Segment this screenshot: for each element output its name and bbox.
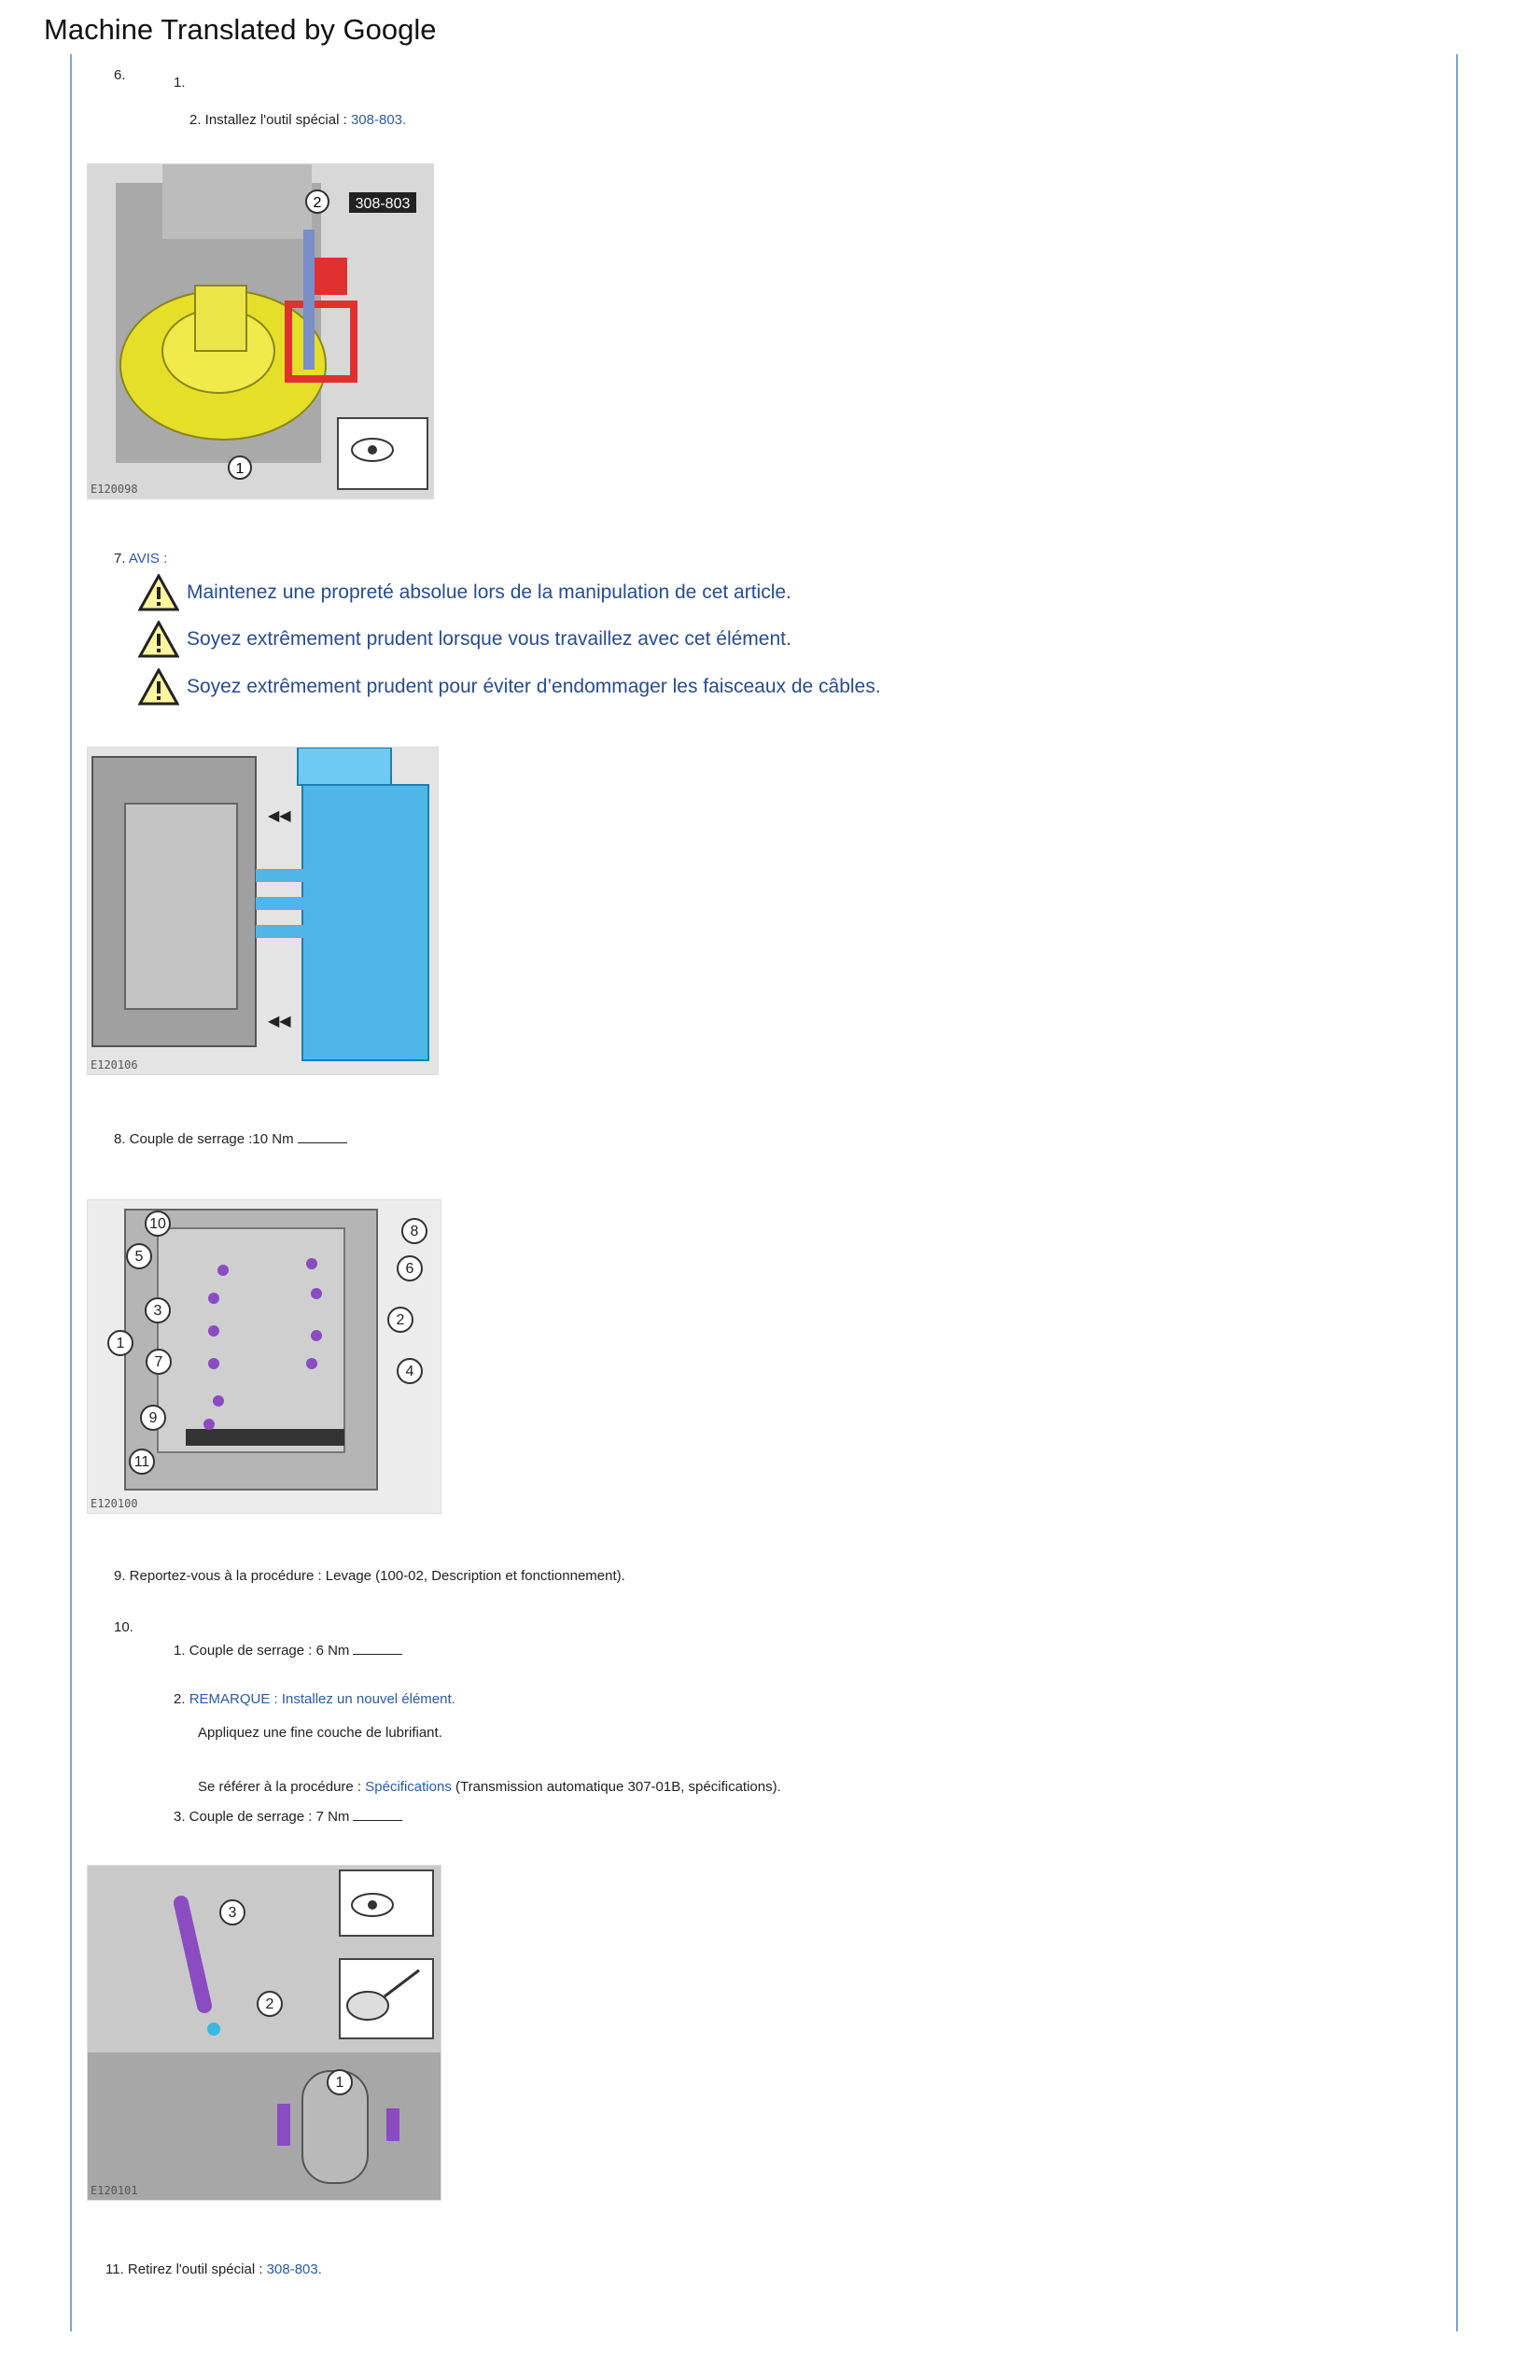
oil-can-icon — [347, 1992, 388, 2020]
callout-2: 2 — [265, 1996, 274, 2012]
step-10-sub-3-text: 3. Couple de serrage : 7 Nm — [174, 1809, 350, 1825]
warning-text-1: Maintenez une propreté absolue lors de la manipulation de cet article. — [187, 581, 791, 603]
callout-1: 1 — [335, 2075, 344, 2091]
step-10-number: 10. — [114, 1619, 133, 1635]
step-6-sub-2 — [189, 112, 406, 128]
figure-tool-label: 308-803 — [355, 196, 411, 212]
step-10-sub-2 — [174, 1691, 455, 1707]
figure-e120101 — [87, 1865, 441, 2201]
warning-row-2 — [138, 621, 791, 658]
callout-6: 6 — [405, 1261, 414, 1277]
callout-5: 5 — [134, 1249, 144, 1265]
lubricant-instruction: Appliquez une fine couche de lubrifiant. — [198, 1725, 442, 1741]
figure-id: E120098 — [91, 483, 138, 496]
callout-3: 3 — [153, 1303, 162, 1319]
tool-308-803-link[interactable]: 308-803. — [266, 2261, 322, 2277]
left-rule — [70, 54, 72, 2331]
arrow-left-icon: ◀◀ — [268, 1014, 291, 1029]
callout-1: 1 — [116, 1336, 125, 1351]
figure-e120100 — [87, 1199, 441, 1514]
callout-8: 8 — [410, 1224, 419, 1239]
right-rule — [1456, 54, 1458, 2331]
tool-308-803-link[interactable]: 308-803. — [350, 112, 407, 128]
page-header: Machine Translated by Google — [44, 13, 437, 46]
step-7-number: 7. — [114, 551, 126, 567]
callout-3: 3 — [228, 1905, 237, 1921]
step-11-text: 11. Retirez l'outil spécial : — [105, 2261, 267, 2277]
step-7-heading — [114, 551, 167, 567]
step-8-text: 8. Couple de serrage :10 Nm — [114, 1131, 294, 1147]
procedure-reference-suffix: (Transmission automatique 307-01B, spécifications). — [451, 1779, 781, 1795]
step-10-sub-1 — [174, 1643, 402, 1659]
callout-10: 10 — [149, 1216, 166, 1232]
callout-2: 2 — [396, 1312, 405, 1328]
avis-label: AVIS : — [128, 551, 168, 567]
step-6-sub-1: 1. — [174, 75, 186, 91]
step-8 — [114, 1131, 347, 1147]
warning-icon — [138, 621, 179, 658]
step-10-sub-1-text: 1. Couple de serrage : 6 Nm — [174, 1643, 350, 1659]
callout-4: 4 — [405, 1364, 414, 1379]
callout-9: 9 — [148, 1410, 158, 1426]
step-10-sub-2-num: 2. — [174, 1691, 189, 1707]
callout-7: 7 — [154, 1354, 163, 1370]
step-6-sub-2-text: 2. Installez l'outil spécial : — [189, 112, 351, 128]
remarque-note: REMARQUE : Installez un nouvel élément. — [189, 1691, 455, 1707]
procedure-reference — [198, 1779, 781, 1795]
warning-text-2: Soyez extrêmement prudent lorsque vous travaillez avec cet élément. — [187, 628, 791, 650]
warning-row-1 — [138, 574, 791, 611]
step-6-number: 6. — [114, 67, 126, 83]
figure-e120098 — [87, 163, 434, 499]
arrow-left-icon: ◀◀ — [268, 808, 291, 824]
figure-id: E120106 — [91, 1058, 138, 1071]
callout-2: 2 — [313, 195, 322, 211]
warning-icon — [138, 574, 179, 611]
callout-1: 1 — [235, 461, 245, 477]
step-10-sub-3 — [174, 1809, 402, 1825]
torque-blank — [353, 1809, 402, 1821]
torque-blank — [298, 1131, 347, 1143]
figure-id: E120101 — [91, 2184, 138, 2197]
warning-icon — [138, 668, 179, 706]
torque-blank — [353, 1643, 402, 1655]
figure-id: E120100 — [91, 1497, 138, 1510]
warning-text-3: Soyez extrêmement prudent pour éviter d’endommager les faisceaux de câbles. — [187, 676, 881, 697]
step-11 — [105, 2261, 322, 2277]
specifications-link[interactable]: Spécifications — [365, 1779, 452, 1795]
step-9-text: 9. Reportez-vous à la procédure : Levage (100-02, Description et fonctionnement). — [114, 1568, 625, 1584]
warning-row-3 — [138, 668, 881, 706]
procedure-reference-prefix: Se référer à la procédure : — [198, 1779, 366, 1795]
callout-11: 11 — [133, 1454, 150, 1470]
figure-e120106 — [87, 747, 439, 1075]
